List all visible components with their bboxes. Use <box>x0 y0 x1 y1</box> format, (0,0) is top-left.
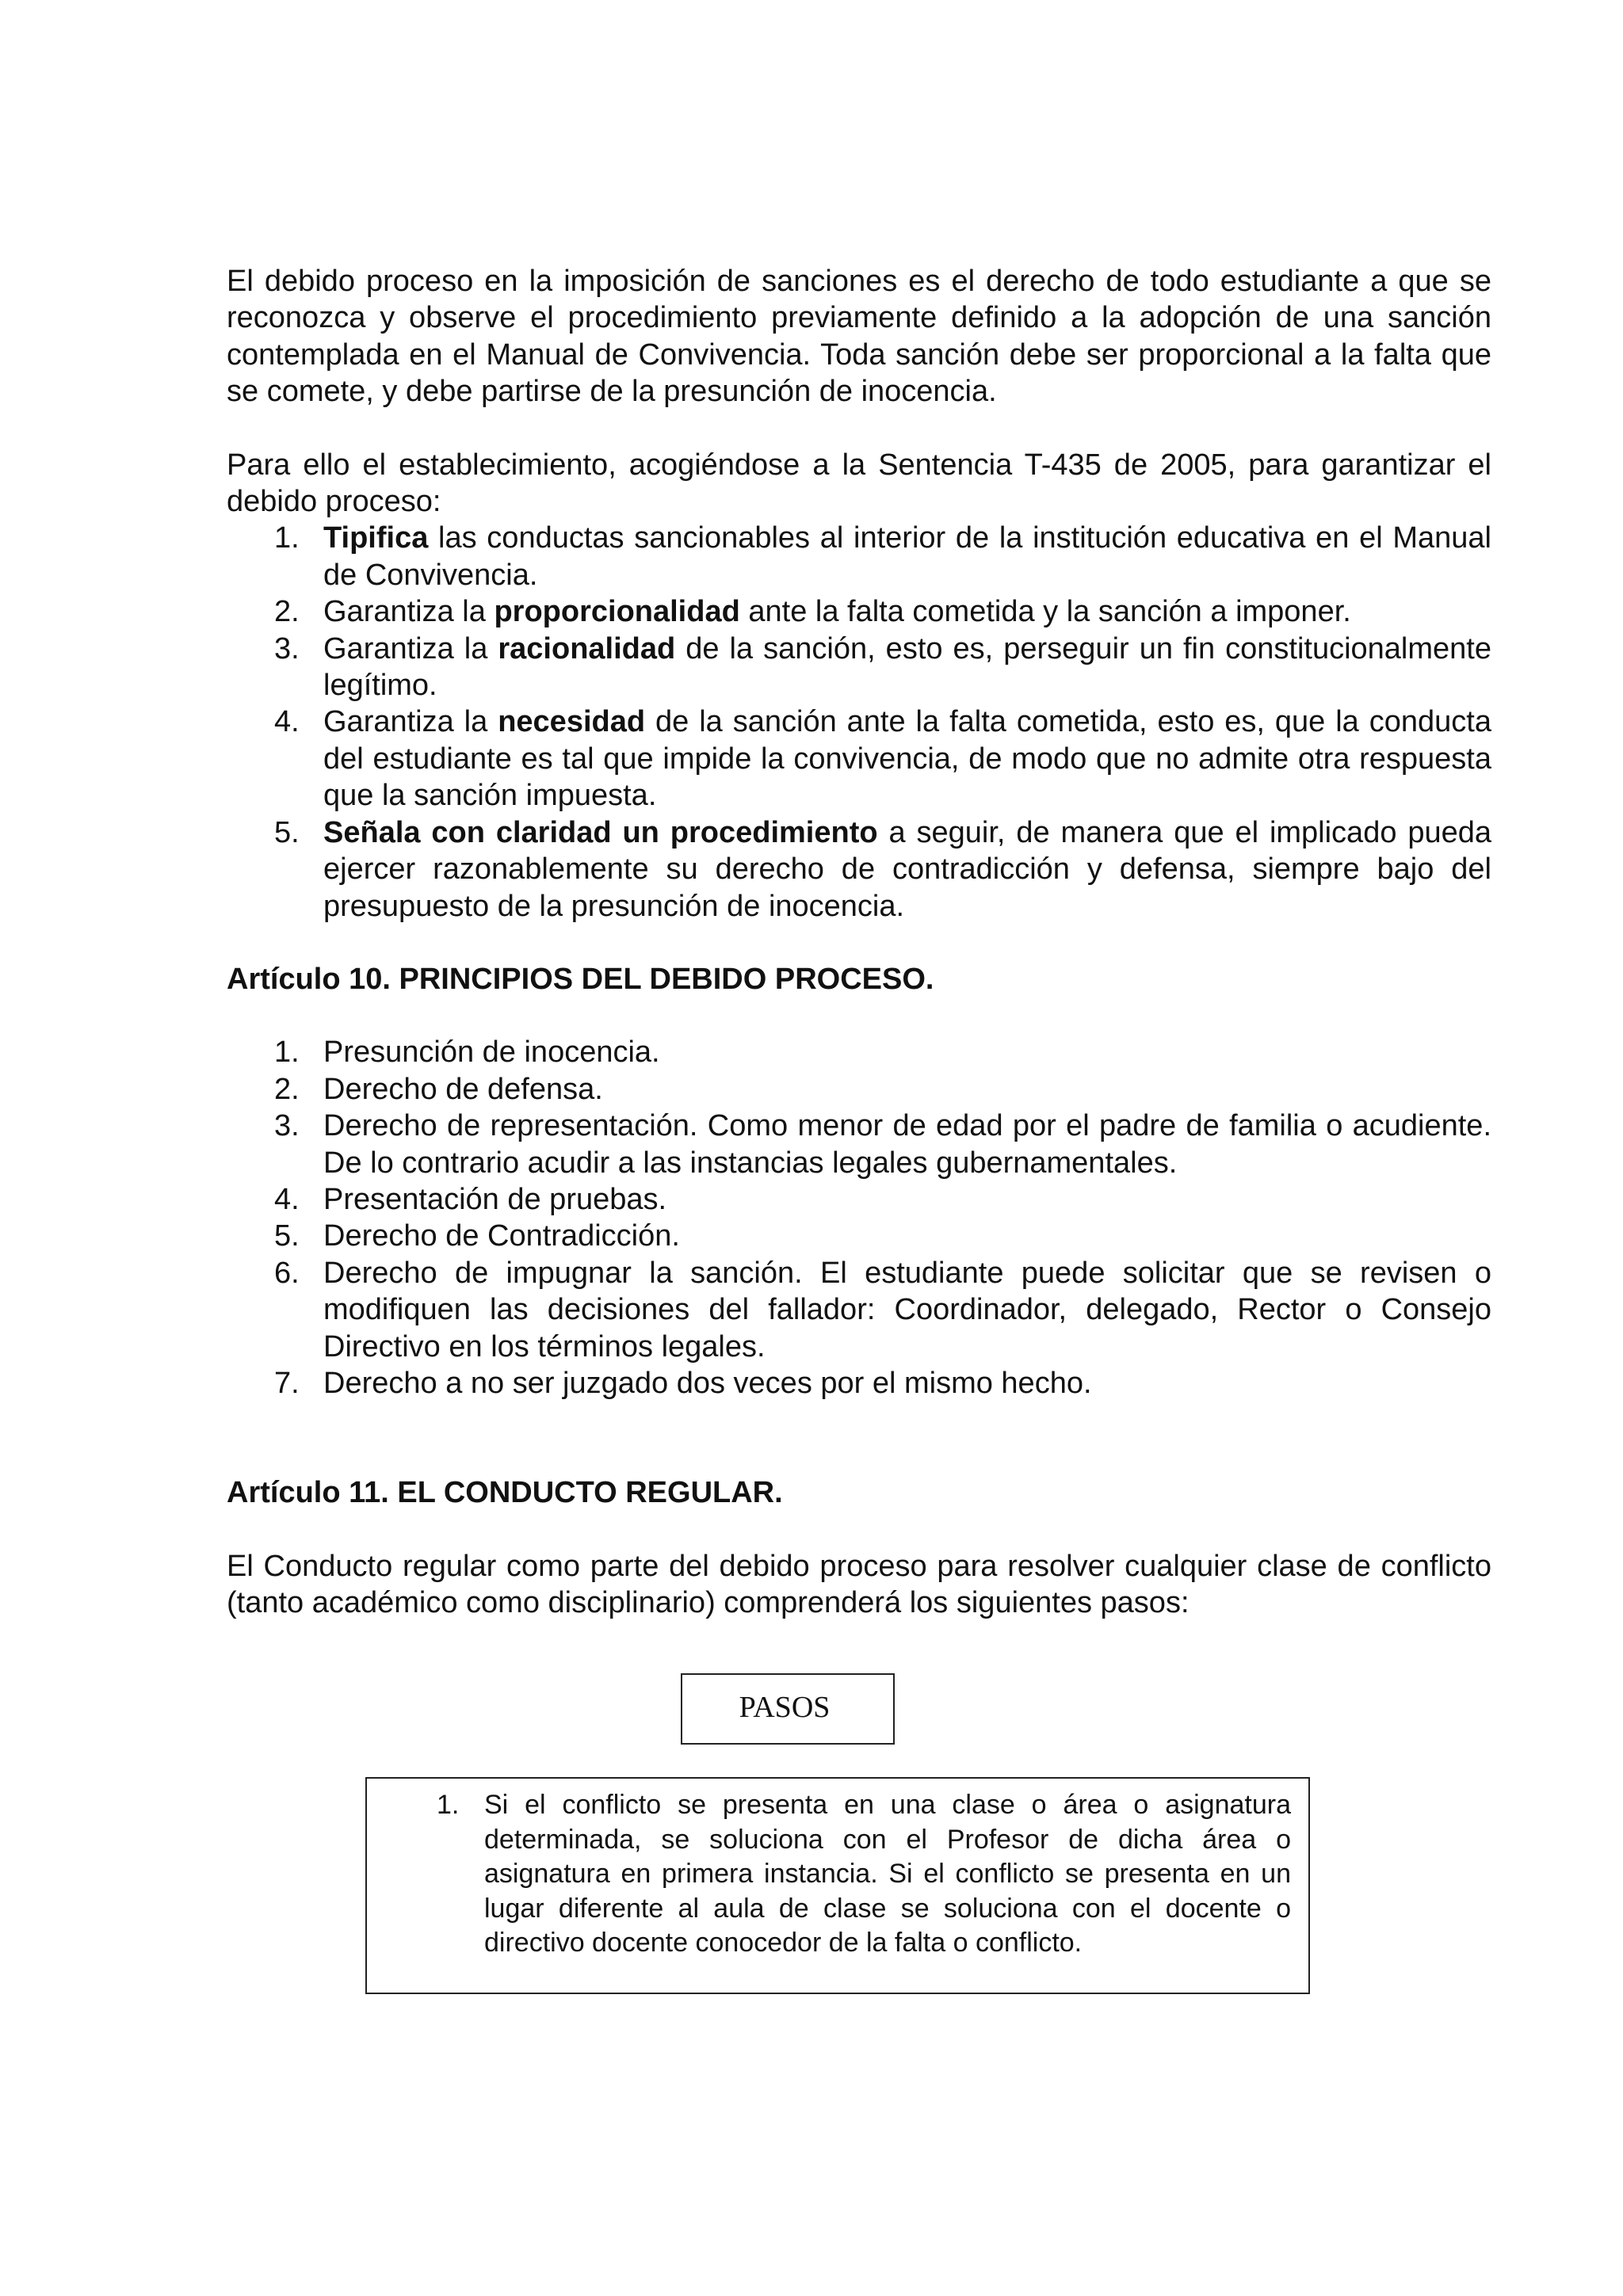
pasos-steps-box <box>365 1777 1310 1994</box>
list-number: 2. <box>274 1072 300 1106</box>
emphasis-text: necesidad <box>498 705 646 739</box>
list-item: 2. Garantiza la proporcionalidad ante la falta cometida y la sanción a imponer. <box>227 593 1491 630</box>
principles-list <box>227 1034 1491 1402</box>
list-number: 7. <box>274 1366 300 1400</box>
list-item: 7. Derecho a no ser juzgado dos veces por el mismo hecho. <box>227 1365 1491 1402</box>
steps-list <box>367 1788 1291 1961</box>
list-item: 1. Si el conflicto se presenta en una clase o área o asignatura determinada, se soluciona con el Profesor de dicha área o asignatura en primera instancia. Si el conflicto se presenta en un lugar diferente al aula de clase se soluciona con el docente o directivo docente conocedor de la falta o conflicto. <box>437 1790 1291 1958</box>
list-item: 4. Garantiza la necesidad de la sanción ante la falta cometida, esto es, que la conducta del estudiante es tal que impide la convivencia, de modo que no admite otra respuesta que la sanción impuesta. <box>274 705 1491 813</box>
list-number: 2. <box>274 595 300 629</box>
list-number: 3. <box>274 631 300 666</box>
list-item: 1. Tipifica las conductas sancionables al interior de la institución educativa en el Manual de Convivencia. <box>274 521 1491 592</box>
emphasis-text: Tipifica <box>323 521 429 555</box>
list-number: 4. <box>274 705 300 739</box>
list-number: 1. <box>274 521 300 555</box>
emphasis-text: Señala con claridad un procedimiento <box>323 815 878 849</box>
list-number: 1. <box>274 1035 300 1070</box>
guarantees-list <box>227 520 1491 924</box>
list-number: 6. <box>274 1256 300 1290</box>
list-number: 5. <box>274 815 300 849</box>
list-item: 1. Presunción de inocencia. <box>227 1034 1491 1070</box>
list-item: 4. Presentación de pruebas. <box>227 1181 1491 1218</box>
list-item: 5. Señala con claridad un procedimiento a seguir, de manera que el implicado pueda ejercer razonablemente su derecho de contradicción y defensa, siempre bajo del presupuesto de la presunción de inocencia. <box>274 815 1492 923</box>
list-number: 4. <box>274 1182 300 1216</box>
list-item: 3. Derecho de representación. Como menor de edad por el padre de familia o acudiente. De lo contrario acudir a las instancias legales gubernamentales. <box>274 1109 1491 1180</box>
intro-paragraph-1: El debido proceso en la imposición de sanciones es el derecho de todo estudiante a que se reconozca y observe el procedimiento previamente definido a la adopción de una sanción contemplada en el Manual de Convivencia. Toda sanción debe ser proporcional a la falta que se comete, y debe partirse de la presunción de inocencia. <box>227 265 1491 409</box>
pasos-title: PASOS <box>739 1691 831 1724</box>
emphasis-text: racionalidad <box>498 631 676 666</box>
pasos-title-box <box>681 1673 895 1745</box>
document-page <box>227 263 1491 1622</box>
intro-paragraph-2: Para ello el establecimiento, acogiéndose a la Sentencia T-435 de 2005, para garantizar el debido proceso: <box>227 448 1491 519</box>
article-11-heading: Artículo 11. EL CONDUCTO REGULAR. <box>227 1476 783 1510</box>
emphasis-text: proporcionalidad <box>494 595 740 629</box>
list-number: 3. <box>274 1109 300 1143</box>
article-11-paragraph: El Conducto regular como parte del debido proceso para resolver cualquier clase de conflicto (tanto académico como disciplinario) comprenderá los siguientes pasos: <box>227 1549 1491 1620</box>
list-number: 5. <box>274 1219 300 1253</box>
list-item: 5. Derecho de Contradicción. <box>227 1218 1491 1254</box>
list-item: 3. Garantiza la racionalidad de la sanción, esto es, perseguir un fin constitucionalmente legítimo. <box>274 631 1491 703</box>
list-number: 1. <box>437 1790 460 1820</box>
list-item: 6. Derecho de impugnar la sanción. El estudiante puede solicitar que se revisen o modifiquen las decisiones del fallador: Coordinador, delegado, Rector o Consejo Directivo en los términos legales. <box>274 1256 1491 1363</box>
list-item: 2. Derecho de defensa. <box>227 1071 1491 1108</box>
article-10-heading: Artículo 10. PRINCIPIOS DEL DEBIDO PROCESO. <box>227 962 934 996</box>
